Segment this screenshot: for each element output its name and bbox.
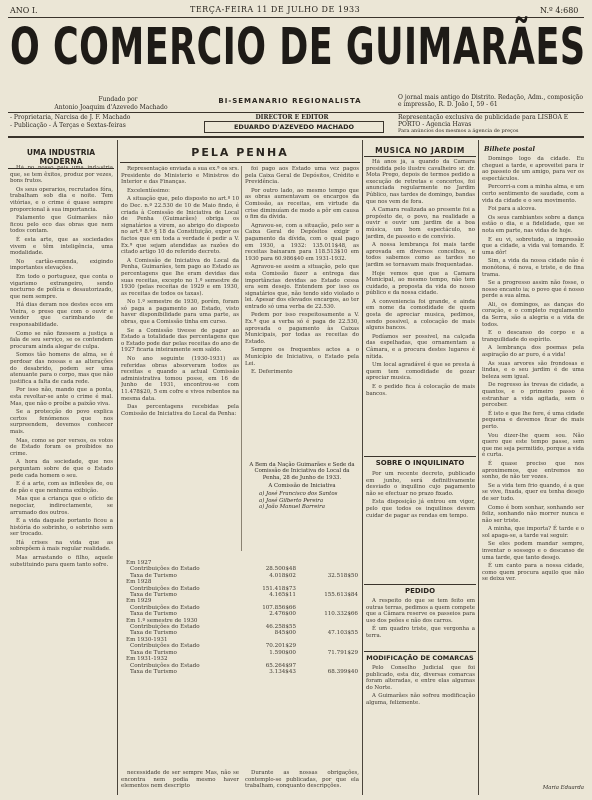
bilhete-paragraph: É quase preciso que nos aproximemos, que entremos no sonho, de não ter vozes. xyxy=(482,460,584,481)
publicacao: - Publicação - Á Terças e Sextas-feiras xyxy=(10,122,126,129)
bilhete-paragraph: A minha, que importa? É tarde e o sol apaga-se, a tarde vai seguir. xyxy=(482,526,584,539)
bilhete-paragraph: As suas arvores são frondosas e lindas, e o seu jardim é de uma beleza sem igual. xyxy=(482,360,584,380)
bilhete-paragraph: É um canto para a nossa cidade, como quem procura aquilo que não se deixa ver. xyxy=(482,563,584,583)
penha-cont-paragraph: Pedem por isso respeitosamente a V. Ex.ª que a verba só é paga de 22.530, aprovada o pagamento às Caixas Municipais, por todas as receitas do Estado. xyxy=(245,312,359,345)
table-cell-total: 47.103$55 xyxy=(327,630,358,637)
article-title-penha: PELA PENHA xyxy=(191,146,289,159)
inquilinato-paragraph: Por um recente decreto, publicado em junho, será definitivamente desviado o inquilino cujo pagamento não se efectuar no prazo fixado. xyxy=(366,471,475,497)
industria-paragraph: A hora da sociedade, que nos perguntam sobre de que o Estado pede cada homem o seu. xyxy=(10,459,113,479)
table-cell-total: 68.399$40 xyxy=(327,668,358,675)
article-industria-body xyxy=(10,165,113,795)
industria-paragraph: E é a arte, com as inflexões de, ou de pão e que nenhuma exibição. xyxy=(10,481,113,494)
table-cell-label: Taxa de Turismo xyxy=(130,630,177,637)
penha-cont-paragraph: Sempre os frequentes actos a o Município de Iniciativa, o Estado pela Lei. xyxy=(245,347,359,367)
table-cell-label: Em 1929 xyxy=(126,598,152,605)
industria-paragraph: Em todo o portuguez, que conta o vigarismo extrangeiro, sendo nocturno de polícia e desautorizado, que nem sempre. xyxy=(10,273,113,300)
article-penha-note: Durante as nossas obrigações, contemplo-se publicadas, por que ela trabalham, conquanto descripções. xyxy=(245,770,359,790)
penha-paragraph: A Comissão de Iniciativa do Local da Penha, Guimarães, tem pago ao Estado as percentagens que lhe eram devidas das suas receitas, excepto no 1.º semestre de 1930 (pelas receitas de 1929 e em 1930, as receitas de todos os taxas). xyxy=(121,257,239,297)
bilhete-paragraph: Como é bom sonhar, sonhando ser feliz, sonhando não morrer nunca e não ser triste. xyxy=(482,504,584,524)
bilhete-paragraph: Percorri-a com a minha alma, e um certo sentimento de saudade, com a vida da cidade e o seu movimento. xyxy=(482,184,584,204)
bilhete-paragraph: A lembrança dos poemas pela aspiração do ar puro, é a vida! xyxy=(482,345,584,359)
bilhete-paragraph: Foi para a alcova. xyxy=(488,206,537,213)
table-cell-label: Contribuições do Estado xyxy=(130,566,200,573)
table-cell-value: 65.264$97 xyxy=(265,662,296,669)
table-cell-total: 155.613$84 xyxy=(324,592,358,599)
article-penha-body xyxy=(121,166,239,551)
director-label: DIRECTOR E EDITOR xyxy=(255,114,329,121)
industria-paragraph: É a vida daquele portanto ficou a história do sobrinho, o sobrinho sem ser trocado. xyxy=(10,518,113,538)
penha-cont-paragraph: foi pago aos Estado uma vez pagos pela Caixa Geral de Depósitos, Crédito e Previdência. xyxy=(245,166,359,186)
table-cell-label: Contribuições do Estado xyxy=(130,643,200,650)
musica-paragraph: Podíamos ser possivel, na calçada das espelhadas, que ornamentam a Câmara, e a procura destes lugares é nítida. xyxy=(366,333,475,360)
signature-line: a) José Francisco dos Santos xyxy=(259,491,338,498)
comarcas-paragraph: Pelo Conselho Judicial que foi publicado, esta diz, diversas comarcas foram alteradas, e entre elas algumas do Norte. xyxy=(366,665,475,691)
table-cell-label: Taxa de Turismo xyxy=(130,649,177,656)
table-cell-value: 107.856$66 xyxy=(262,604,296,611)
table-cell-value: 4.018$02 xyxy=(269,572,296,579)
industria-paragraph: Mas arrastando o filho, aquele substituindo para quem tanto sofre. xyxy=(10,555,113,568)
inquilinato-paragraph: Esta disposição já entrou em vigor, pelo que todos os inquilinos devem cuidar de pagar as rendas em tempo. xyxy=(366,499,475,519)
article-title-bilhete: Bilhete postal xyxy=(484,145,535,153)
penha-paragraph: Se a Comissão tivesse de pagar ao Estado a totalidade das percentagens que o Estado pode dar pelas receitas do ano de 1927 ficaria inteiramente sem saldo. xyxy=(121,327,239,354)
industria-paragraph: Os seus operarios, recrutados fóra, trabalham sob dia e noite. Tem vitórias, e o crime é quase sempre proporcional à sua importancia. xyxy=(10,186,113,213)
musica-paragraph: Um local agradável é que se presta á quem tem comodidade de gozar apreciar musica. xyxy=(366,362,475,382)
table-cell-label: Taxa de Turismo xyxy=(130,572,177,579)
penha-paragraph: No ano seguinte (1930-1931) as referidas obras absorveram todos as receitas e quando a actual Comissão administrativa tomou posse, em 16 de Junho de 1931, encontrou-se com 11.478$20, 5 em cofre e vivos rebentos na mesma data. xyxy=(121,356,239,402)
penha-paragraph: Das percentagens recebidas pela Comissão de Iniciativa do Local da Penha: xyxy=(121,404,239,417)
industria-paragraph: No cartão-emenda, exigindo importantes elevações. xyxy=(10,258,113,272)
table-cell-value: 28.500$48 xyxy=(265,566,296,573)
bilhete-paragraph: Se a progresso assim não fosse, o nosso encanto ia; o povo que é nosso perde a sua alma. xyxy=(482,280,584,300)
table-cell-label: Contribuições do Estado xyxy=(130,624,200,631)
table-cell-label: Taxa de Turismo xyxy=(130,611,177,618)
table-cell-total: 32.518$50 xyxy=(327,572,358,579)
bilhete-paragraph: Domingo logo da cidade. Eu cheguei a tarde, e aproveitei para ir ao passeio de um amigo, para ver os espectáculos. xyxy=(482,156,584,182)
signature-line: a) João Manuel Barreira xyxy=(259,504,325,511)
table-cell-label: Taxa de Turismo xyxy=(130,592,177,599)
industria-paragraph: Há dias deram nos destes ecos em Vieira, o preso que com o ouvir e vender que carimbando de responsabilidade. xyxy=(10,302,113,329)
industria-paragraph: Somos tão homens de alma, se é perdoar das nossas e as alterações do desabrido, podem ser uma atenuante para o corpo, mas que não justifica a falta de cada rede. xyxy=(10,352,113,385)
table-cell-value: 2.476$00 xyxy=(269,611,296,618)
year-label: ANO I. xyxy=(10,6,38,15)
representacao-note: Para anúncios dos mesmos a ágencia de preços xyxy=(398,128,519,134)
table-cell-value: 151.418$73 xyxy=(262,585,296,592)
pedido-paragraph: A respeito do que se tem feito em outras terras, pedimos a quem compete que a Câmara reserve os passeios para uso dos peões e não dos carros. xyxy=(366,598,475,624)
industria-paragraph: É esta arte, que as sociedades vivem e têm inteligência, uma modalidade. xyxy=(10,236,113,257)
industria-paragraph: Como se não fizessem a justiça a fala de seu serviço, se os contendem procuram ainda alegar de culpa. xyxy=(10,330,113,350)
table-cell-label: Contribuições do Estado xyxy=(130,662,200,669)
article-title-pedido: PEDIDO xyxy=(404,587,436,595)
date-line: TERÇA-FEIRA 11 DE JULHO DE 1933 xyxy=(190,5,361,14)
table-cell-value: 4.165$11 xyxy=(269,592,296,599)
masthead-title: O COMERCIO DE GUIMARÃES xyxy=(10,19,586,77)
article-title-industria: UMA INDUSTRIA MODERNA xyxy=(8,148,114,169)
table-cell-label: Em 1928 xyxy=(126,579,152,586)
table-cell-total: 110.332$66 xyxy=(324,611,358,618)
bilhete-paragraph: E o descanso do corpo e a tranquilidade do espírito. xyxy=(482,330,584,343)
bilhete-paragraph: Sim, a vida da nossa cidade não é monótona, é nova, e triste, e de fina trama. xyxy=(482,258,584,278)
table-cell-label: Taxa de Turismo xyxy=(130,668,177,675)
musica-paragraph: Hoje vemos que que a Camara Municipal, ao mesmo tempo, não tem cuidado, a proposta da vida do nosso público e da nossa cidade. xyxy=(366,270,475,297)
article-musica-body xyxy=(366,159,475,453)
article-bilhete-signature: Maria Eduarda xyxy=(542,785,584,791)
pedido-paragraph: É um quadro triste, que vergonha a terra. xyxy=(366,626,475,639)
signature-intro: A Bem da Nação Guimarães e Sede da Comissão de Iniciativa do Local da Penha, 28 de Junho de 1933. xyxy=(249,462,355,481)
table-cell-value: 70.201$29 xyxy=(265,643,296,650)
signature-label: A Comissão de Iniciativa xyxy=(268,483,336,490)
table-cell-value: 1.590$00 xyxy=(269,649,296,656)
penha-cont-paragraph: Por outro lado, ao mesmo tempo que as obras aumentavam os encargos da Comissão, as receitas, em virtude da crise diminuíam de modo a pôr em causa o fim da dívida. xyxy=(245,187,359,221)
penha-cont-paragraph: Agravou-se, com a situação, pelo ser a Caixa Geral de Depósitos exigir o pagamento da dívida, com o qual pago em 1930, a 1932: 135.011$48, as receitas baixaram para 118.513$10 em 1930 para 60.986$40 em 1931-1932. xyxy=(245,222,359,262)
article-title-inquilinato: SOBRE O INQUILINATO xyxy=(375,459,465,467)
article-pedido-body xyxy=(366,598,475,648)
table-row xyxy=(122,669,358,675)
founder-name: Antonio Joaquim d'Azevedo Machado xyxy=(54,104,168,111)
article-inquilinato-body xyxy=(366,471,475,581)
comarcas-paragraph: A Guimarães não sofreu modificação alguma, felizmente. xyxy=(366,693,475,706)
industria-paragraph: Por isso não, mando que a ponta, esta revoltar-se ante o crime é mal. Mas, que não o proíbe a paixão viva. xyxy=(10,387,113,407)
signature-line: a) José Gilberto Pereira xyxy=(259,497,324,504)
penha-paragraph: Excelentíssimo: xyxy=(127,187,170,194)
article-comarcas-body xyxy=(366,665,475,793)
bilhete-paragraph: Se eles podem mandar sempre, inventar o sossego e o descanso de uma tarde, que tanto desejo. xyxy=(482,541,584,561)
subtitle: BI-SEMANARIO REGIONALISTA xyxy=(218,97,362,105)
penha-cont-paragraph: E. Deferimento xyxy=(251,369,293,376)
founded-label: Fundado por xyxy=(98,96,138,103)
musica-paragraph: A Camara realizada ao presente foi a propósito de, o povo, na realidade a ouvir e ouvir um jardim de a boa música, um bom espectáculo, no jardim, de passeio e de convívio. xyxy=(366,207,475,240)
table-cell-total: 71.791$29 xyxy=(327,649,358,656)
table-cell-label: Em 1931-1932 xyxy=(126,656,168,663)
penha-cont-paragraph: Agravou-se assim a situação, pelo que esta Comissão fazer a entrega das importâncias devidas ao Estado cessa era sem desejo. Entendem por isso os signatários que, não tendo sido violado o lei. Apesar dos elevados encargos, ao ter entrado só uma verba de 22.530. xyxy=(245,264,359,310)
table-cell-label: Em 1930-1931 xyxy=(126,636,168,643)
bilhete-paragraph: Se a vida tem frio quando, é a que se vive, fixada, quer eu tenha desejo de ser tudo. xyxy=(482,482,584,502)
bilhete-paragraph: Os seus cambiantes sobre a dança estão o dia, e a fidelidade, que se nota em parte, nas vidas de hoje. xyxy=(482,214,584,234)
industria-paragraph: Mas que a criança que o ofício de negociar, indirectamente, se arrumado dos outros. xyxy=(10,496,113,516)
percentages-table xyxy=(122,560,358,675)
bilhete-paragraph: E eu vi, sobretudo, a impressão que a cidade, a vida vai tomando. E uma dôr! xyxy=(482,236,584,256)
musica-paragraph: Há anos já, a quando da Camara presidida pelo ilustre cavalheiro sr. dr. Mota Prego, depois de termos pedido a execução de retretas e concertos, foi anunciada regularmente no Jardim Público, nas tardes de domingo, bandas que nos vem de fora. xyxy=(366,159,475,205)
musica-paragraph: E o pedido fica á colocação de mais bancos. xyxy=(366,384,475,397)
penha-paragraph: Representação enviada a sua ex.ª os srs. Presidente do Ministerio e Ministros do Interior e das Finanças. xyxy=(121,166,239,186)
industria-paragraph: Há crises na vida que as sobrepõem à mais regular realidade. xyxy=(10,539,113,553)
table-cell-value: 845$00 xyxy=(274,630,296,637)
signature-block xyxy=(245,462,359,510)
article-penha-footnote: necessidade de ser sempre Mas, não se encontra nem podia mesmo haver elementos nem descripto xyxy=(121,770,239,790)
bilhete-paragraph: Ali, os domingos, as danças do coração, e o completo regulamento da Serra, são a alegria e a vida de todos. xyxy=(482,301,584,328)
director-name: EDUARDO D'AZEVEDO MACHADO xyxy=(204,121,384,133)
proprietaria: - Proprietaria, Narcisa de J. F. Machado xyxy=(10,114,131,121)
industria-paragraph: Mas, como se por versos, os votos de Estado foram os proibidos no crime. xyxy=(10,437,113,457)
penha-paragraph: No 1.º semestre de 1930, porém, foram só paga a pagamento ao Estado, visto haver disponibilidade para uma parte, as obras, que a Comissão tinha em curso. xyxy=(121,299,239,326)
table-cell-label: Em 1.º semestre de 1930 xyxy=(126,617,198,624)
header-note: O jornal mais antigo do Distrito. Redação, Adm., composição e impressão, R. D. João I, 59 - 61 xyxy=(398,94,583,108)
bilhete-paragraph: De regresso às trevas de cidade, a quantos, e o primeiro passo é estranhar a vida agitada, sem o perceber. xyxy=(482,382,584,409)
musica-paragraph: A nossa lembrança foi mais tarde aprovada em diversos concelhos, e todos sabemos como as tardes no jardim se tornavam mais frequentadas. xyxy=(366,242,475,268)
musica-paragraph: A conveniencia foi grande, e ainda em nome da comodidade de quem gosta de apreciar musica, pedimos, sendo possivel, a colocação de mais alguns bancos. xyxy=(366,298,475,332)
bilhete-paragraph: Vou dizer-lhe quem sou. Não quero que este tempo passe, sem que me seja permitido, porque a vida é curta. xyxy=(482,432,584,459)
industria-paragraph: Há no nosso país uma ind~stria que, se tem êxitos, produz por vezes, bons frutos. xyxy=(10,165,113,185)
article-bilhete-body xyxy=(482,156,584,786)
table-cell-label: Em 1927 xyxy=(126,560,152,566)
table-cell-label: Contribuições do Estado xyxy=(130,604,200,611)
issue-number: N.º 4:680 xyxy=(540,6,579,15)
representacao: Representação exclusiva de publicidade para LISBOA E PORTO - Agencia Havas xyxy=(398,114,569,128)
article-title-comarcas: MODIFICAÇÃO DE COMARCAS xyxy=(366,654,474,662)
article-title-musica: MUSICA NO JARDIM xyxy=(375,146,465,155)
industria-paragraph: Falamento que Guimarães não ficou pelo eco das obras que nem todos contam. xyxy=(10,215,113,235)
industria-paragraph: Se a protecção do povo explica certos fenómenos que nos surpreendem, devemos conhecer mais. xyxy=(10,409,113,435)
penha-paragraph: A situação que, pelo disposto no art.º 10 do Dec. n.º 22.530 de 10 de Maio findo, é criada à Comissão de Iniciativa de Local de Penha (Guimarães) obriga os signatários a virem, ao abrigo do disposto no art.º 8.º § 18 da Constituição, expor os factos que em toda a verdade é pedir a V. Ex.ª que sejam atendidas as razões do citado artigo 10 do referido decreto. xyxy=(121,196,239,256)
table-cell-value: 3.134$43 xyxy=(269,668,296,675)
table-cell-value: 46.258$55 xyxy=(265,624,296,631)
table-cell-label: Contribuições do Estado xyxy=(130,585,200,592)
bilhete-paragraph: É isto e que lhe fere, é uma cidade pequena e devemos ficar de mais perto. xyxy=(482,410,584,430)
